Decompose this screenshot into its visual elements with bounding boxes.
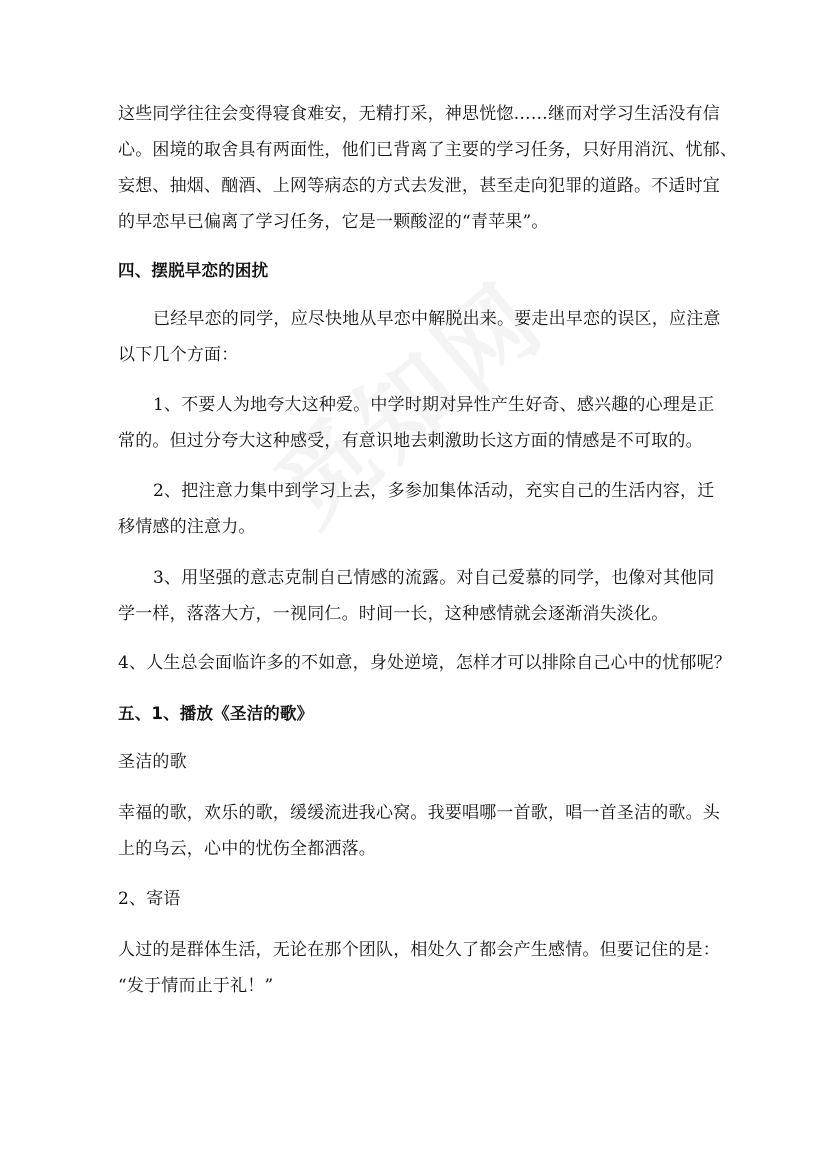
paragraph-line: 心。困境的取舍具有两面性，他们已背离了主要的学习任务，只好用消沉、忧郁、 [118, 140, 738, 160]
list-item-line: 常的。但过分夸大这种感受，有意识地去刺激助长这方面的情感是不可取的。 [118, 431, 703, 451]
paragraph-line: 已经早恋的同学，应尽快地从早恋中解脱出来。要走出早恋的误区，应注意 [153, 309, 721, 329]
song-title: 圣洁的歌 [118, 752, 187, 772]
list-item-line: 学一样，落落大方，一视同仁。时间一长，这种感情就会逐渐消失淡化。 [118, 604, 669, 624]
message-label: 2、寄语 [118, 889, 181, 909]
paragraph-line: 妄想、抽烟、酗酒、上网等病态的方式去发泄，甚至走向犯罪的道路。不适时宜 [118, 176, 720, 196]
list-item-line: 3、用坚强的意志克制自己情感的流露。对自己爱慕的同学，也像对其他同 [153, 568, 715, 588]
list-item-line: 2、把注意力集中到学习上去，多参加集体活动，充实自己的生活内容，迁 [153, 481, 715, 501]
list-item-line: 移情感的注意力。 [118, 517, 256, 537]
lyrics-line: 幸福的歌，欢乐的歌，缓缓流进我心窝。我要唱哪一首歌，唱一首圣洁的歌。头 [118, 803, 720, 823]
paragraph-line: 以下几个方面： [118, 345, 239, 365]
paragraph-line: 的早恋早已偏离了学习任务，它是一颗酸涩的“青苹果”。 [118, 212, 549, 232]
section-heading: 四、摆脱早恋的困扰 [118, 261, 269, 280]
question-line: 4、人生总会面临许多的不如意，身处逆境，怎样才可以排除自己心中的忧郁呢？ [118, 653, 732, 673]
section-heading: 五、1、播放《圣洁的歌》 [118, 704, 314, 723]
paragraph-line: 这些同学往往会变得寝食难安，无精打采，神思恍惚……继而对学习生活没有信 [118, 104, 720, 124]
message-line: “发于情而止于礼！” [118, 976, 274, 996]
lyrics-line: 上的乌云，心中的忧伤全都洒落。 [118, 839, 376, 859]
list-item-line: 1、不要人为地夸大这种爱。中学时期对异性产生好奇、感兴趣的心理是正 [153, 395, 715, 415]
message-line: 人过的是群体生活，无论在那个团队，相处久了都会产生感情。但要记住的是： [118, 940, 720, 960]
